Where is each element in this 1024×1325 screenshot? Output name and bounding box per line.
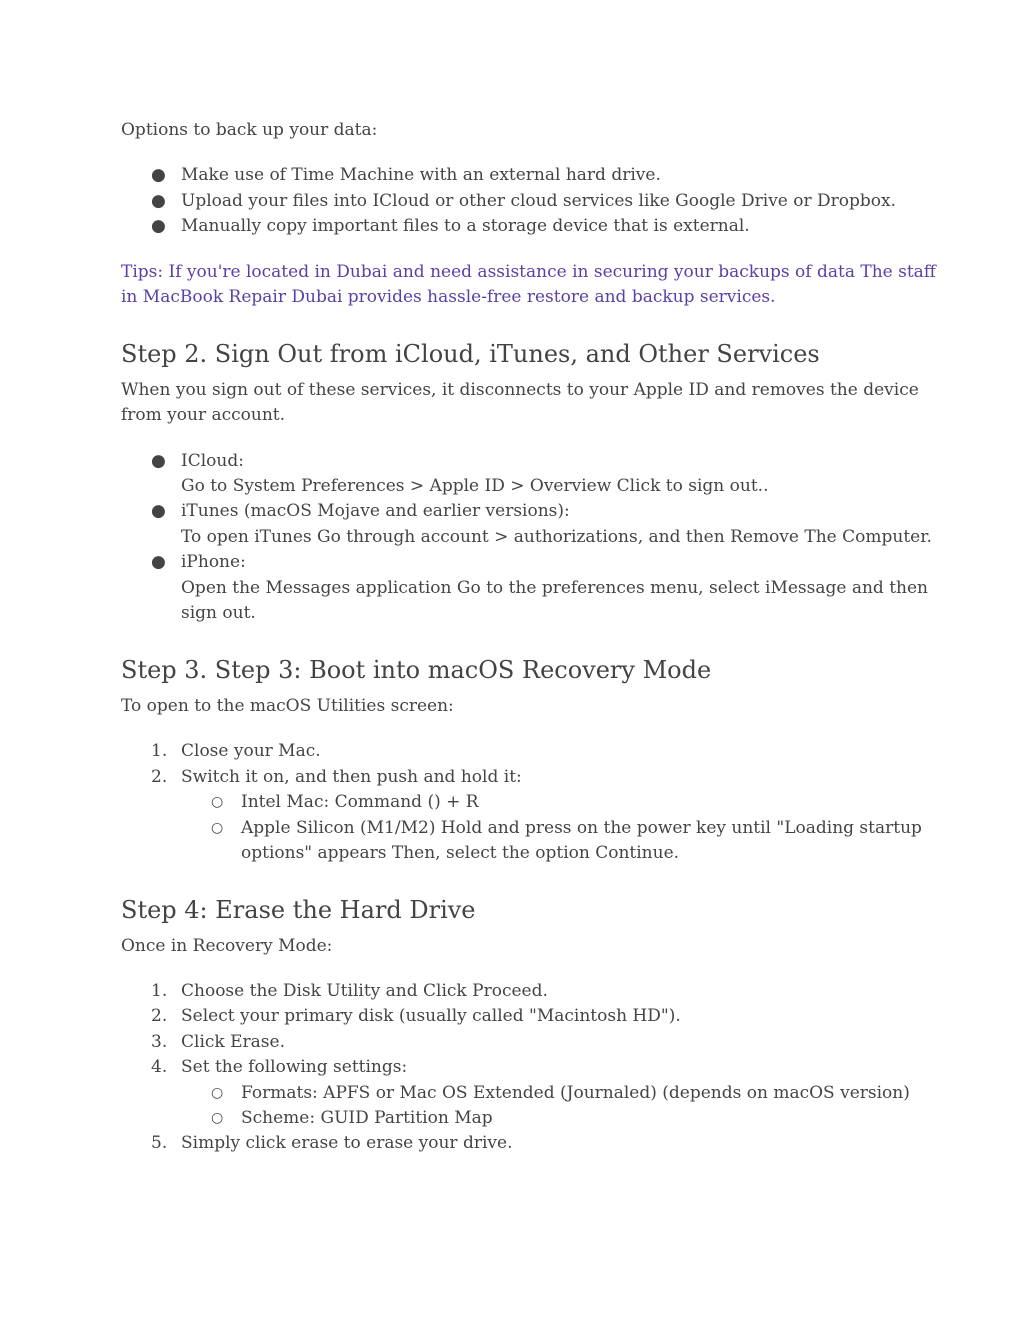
- list-number: 4.: [151, 1057, 168, 1077]
- list-item-detail: To open iTunes Go through account > authorizations, and then Remove The Computer.: [181, 527, 932, 547]
- step4-heading: Step 4: Erase the Hard Drive: [121, 896, 476, 924]
- tips-line: in MacBook Repair Dubai provides hassle-free restore and backup services.: [121, 287, 776, 307]
- list-item: ● Make use of Time Machine with an external hard drive.: [181, 163, 661, 189]
- list-item-detail: Go to System Preferences > Apple ID > Overview Click to sign out..: [181, 476, 769, 496]
- step2-description: When you sign out of these services, it disconnects to your Apple ID and removes the device: [121, 380, 919, 400]
- list-item: 3. Click Erase.: [181, 1030, 285, 1056]
- sub-list-item: ○ Formats: APFS or Mac OS Extended (Journaled) (depends on macOS version): [241, 1081, 910, 1107]
- circle-bullet-icon: ○: [211, 794, 224, 810]
- bullet-icon: ●: [151, 501, 166, 521]
- bullet-icon: ●: [151, 552, 166, 572]
- list-number: 5.: [151, 1133, 168, 1153]
- list-item: 1. Choose the Disk Utility and Click Proceed.: [181, 979, 548, 1005]
- bullet-icon: ●: [151, 165, 166, 185]
- step2-description: from your account.: [121, 405, 286, 425]
- circle-bullet-icon: ○: [211, 820, 224, 836]
- list-item: ● iPhone:: [181, 550, 246, 576]
- sub-list-item: ○ Scheme: GUID Partition Map: [241, 1106, 493, 1132]
- bullet-icon: ●: [151, 216, 166, 236]
- bullet-icon: ●: [151, 191, 166, 211]
- list-item: 5. Simply click erase to erase your drive.: [181, 1131, 512, 1157]
- step3-heading: Step 3. Step 3: Boot into macOS Recovery Mode: [121, 656, 712, 684]
- list-item: 2. Select your primary disk (usually called "Macintosh HD").: [181, 1004, 681, 1030]
- list-number: 3.: [151, 1032, 168, 1052]
- list-item: ● iTunes (macOS Mojave and earlier versions):: [181, 499, 570, 525]
- tips-line: Tips: If you're located in Dubai and need assistance in securing your backups of data The staff: [121, 262, 936, 282]
- list-number: 1.: [151, 741, 168, 761]
- step3-description: To open to the macOS Utilities screen:: [121, 696, 454, 716]
- list-item: ● ICloud:: [181, 449, 244, 475]
- list-number: 2.: [151, 767, 168, 787]
- list-item: ● Manually copy important files to a storage device that is external.: [181, 214, 750, 240]
- circle-bullet-icon: ○: [211, 1110, 224, 1126]
- circle-bullet-icon: ○: [211, 1085, 224, 1101]
- intro-text: Options to back up your data:: [121, 120, 378, 140]
- sub-list-item-detail: options" appears Then, select the option Continue.: [241, 843, 680, 863]
- sub-list-item: ○ Apple Silicon (M1/M2) Hold and press on the power key until "Loading startup: [241, 816, 922, 842]
- step4-description: Once in Recovery Mode:: [121, 936, 333, 956]
- list-item-detail: sign out.: [181, 603, 256, 623]
- list-number: 2.: [151, 1006, 168, 1026]
- list-item: 2. Switch it on, and then push and hold it:: [181, 765, 522, 791]
- step2-heading: Step 2. Sign Out from iCloud, iTunes, and Other Services: [121, 340, 820, 368]
- list-item: 4. Set the following settings:: [181, 1055, 407, 1081]
- list-item: ● Upload your files into ICloud or other cloud services like Google Drive or Dropbox.: [181, 189, 896, 215]
- list-item-detail: Open the Messages application Go to the preferences menu, select iMessage and then: [181, 578, 929, 598]
- sub-list-item: ○ Intel Mac: Command () + R: [241, 790, 479, 816]
- list-item: 1. Close your Mac.: [181, 739, 321, 765]
- list-number: 1.: [151, 981, 168, 1001]
- bullet-icon: ●: [151, 451, 166, 471]
